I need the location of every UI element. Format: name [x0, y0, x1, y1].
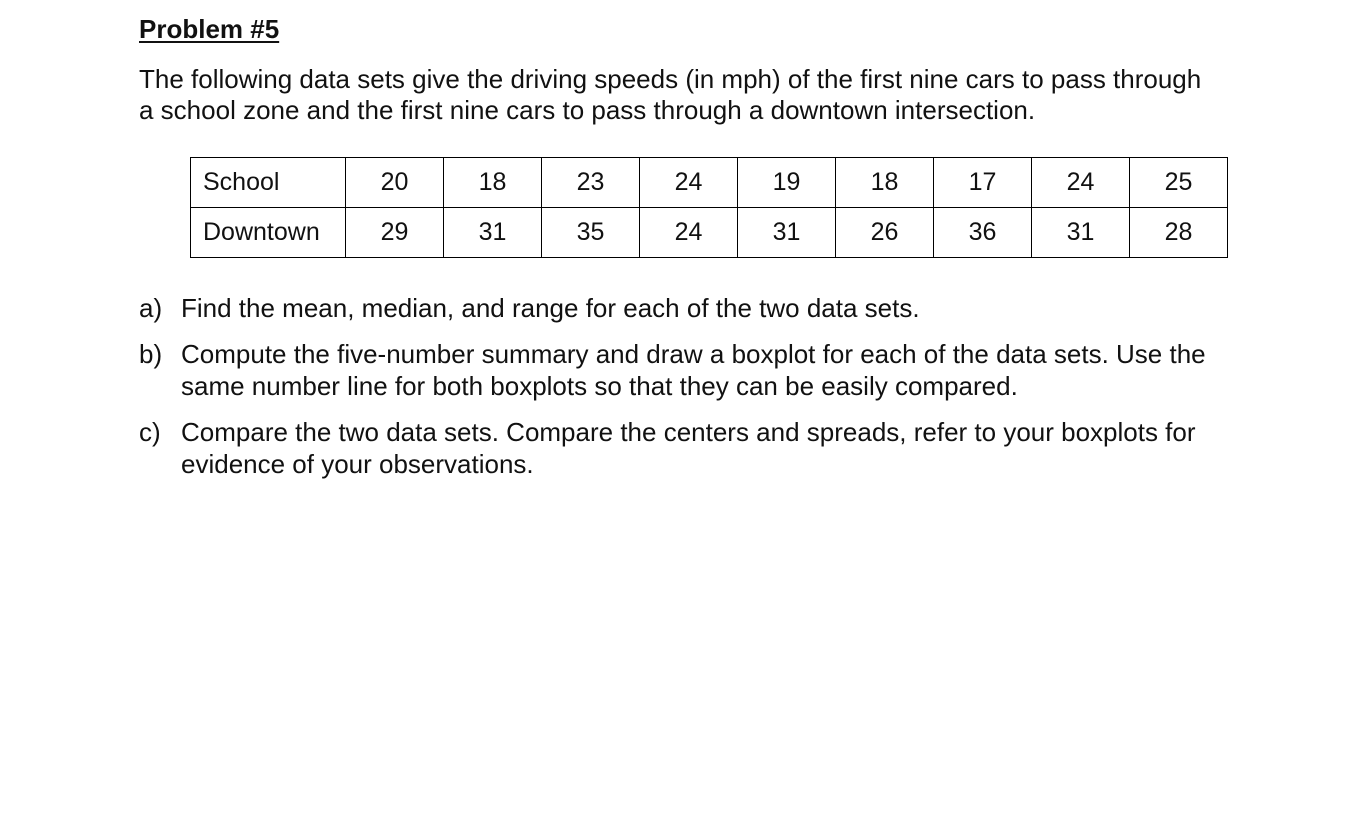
question-letter: b)	[139, 339, 163, 369]
question-list	[139, 292, 1319, 494]
problem-intro	[139, 64, 1319, 126]
question-text: same number line for both boxplots so that they can be easily compared.	[181, 371, 1018, 401]
table-cell: 20	[346, 158, 444, 208]
table-cell: 29	[346, 208, 444, 258]
question-text: Find the mean, median, and range for each of the two data sets.	[181, 293, 920, 323]
table-row-school	[191, 158, 1228, 208]
question-text: evidence of your observations.	[181, 449, 534, 479]
table-cell: 28	[1130, 208, 1228, 258]
table-cell: 18	[444, 158, 542, 208]
table-cell: 36	[934, 208, 1032, 258]
table-cell: 19	[738, 158, 836, 208]
speed-data-table	[190, 157, 1228, 258]
table-cell: 24	[640, 208, 738, 258]
table-cell: 31	[738, 208, 836, 258]
problem-title: Problem #5	[139, 14, 280, 44]
table-cell: 26	[836, 208, 934, 258]
question-c	[139, 416, 1319, 480]
table-cell: 31	[444, 208, 542, 258]
row-label: Downtown	[191, 208, 346, 258]
table-cell: 23	[542, 158, 640, 208]
table-cell: 17	[934, 158, 1032, 208]
table-cell: 24	[640, 158, 738, 208]
table-row-downtown	[191, 208, 1228, 258]
question-letter: c)	[139, 417, 161, 447]
row-label: School	[191, 158, 346, 208]
question-text: Compute the five-number summary and draw a boxplot for each of the data sets. Use the	[181, 339, 1206, 369]
question-a	[139, 292, 1319, 324]
intro-line: The following data sets give the driving speeds (in mph) of the first nine cars to pass through	[139, 64, 1202, 94]
table-cell: 25	[1130, 158, 1228, 208]
table-cell: 24	[1032, 158, 1130, 208]
question-b	[139, 338, 1319, 402]
table-cell: 35	[542, 208, 640, 258]
table-cell: 18	[836, 158, 934, 208]
question-text: Compare the two data sets. Compare the centers and spreads, refer to your boxplots for	[181, 417, 1196, 447]
table-cell: 31	[1032, 208, 1130, 258]
question-letter: a)	[139, 293, 163, 323]
intro-line: a school zone and the first nine cars to pass through a downtown intersection.	[139, 95, 1036, 125]
